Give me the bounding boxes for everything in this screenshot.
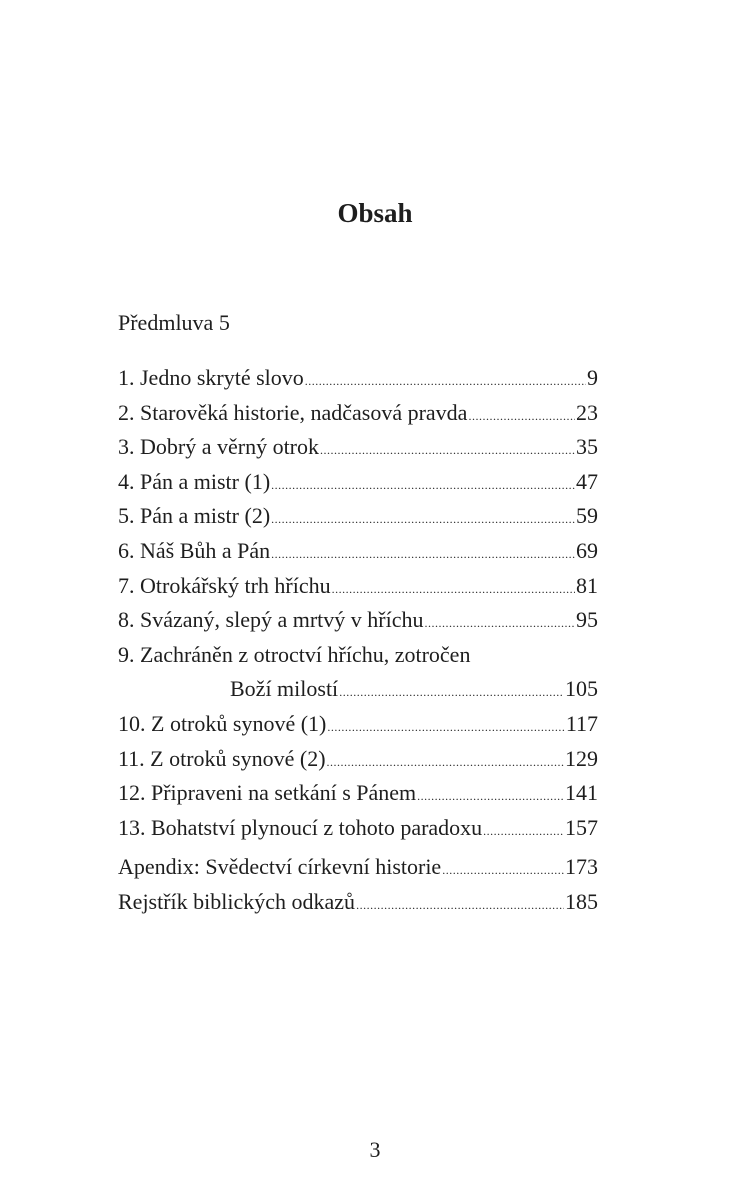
toc-entry-label: 11. Z otroků synové (2): [118, 745, 326, 771]
toc-entry-continuation: [118, 672, 598, 707]
page-title: Obsah: [337, 198, 413, 228]
dot-leader: [356, 888, 564, 922]
toc-entry-label: 4. Pán a mistr (1): [118, 468, 271, 494]
chapter-list: [118, 361, 598, 845]
toc-entry: [118, 638, 598, 673]
dot-leader: [339, 675, 564, 709]
toc-entry-page: 185: [565, 888, 598, 914]
toc-entry-page: 81: [576, 572, 598, 598]
toc-entry-page: 105: [565, 676, 598, 702]
toc-entry-page: 157: [565, 814, 598, 840]
toc-entry-label: Apendix: Svědectví církevní historie: [118, 854, 442, 879]
toc-entry: [118, 534, 598, 569]
toc-entry: [118, 850, 598, 885]
toc-entry: [118, 361, 598, 396]
dot-leader: [417, 779, 564, 813]
dot-leader: [425, 606, 576, 640]
toc-entry-label: 1. Jedno skryté slovo: [118, 365, 304, 390]
toc-entry-label: 9. Zachráněn z otroctví hříchu, zotročen: [118, 641, 471, 667]
toc-entry: [118, 885, 598, 920]
toc-entry: [118, 603, 598, 638]
toc-entry: [118, 776, 598, 811]
toc-entry-page: 35: [576, 434, 598, 460]
toc-entry-label: 3. Dobrý a věrný otrok: [118, 434, 320, 460]
toc-entry-page: 141: [565, 780, 598, 806]
toc-entry-label: 13. Bohatství plynoucí z tohoto paradoxu: [118, 814, 483, 840]
toc-entry-page: 47: [576, 468, 598, 494]
dot-leader: [305, 364, 586, 398]
dot-leader: [271, 537, 575, 571]
toc-entry-page: 9: [587, 365, 598, 390]
toc-entry-page: 117: [565, 710, 598, 736]
dot-leader: [332, 572, 575, 606]
toc-entry: [118, 707, 598, 742]
toc-entry-page: 69: [576, 537, 598, 563]
toc-entry-label: Rejstřík biblických odkazů: [118, 888, 356, 914]
toc-entry-label: 5. Pán a mistr (2): [118, 503, 271, 529]
toc-entry-label: 2. Starověká historie, nadčasová pravda: [118, 399, 468, 425]
appendix-list: [118, 850, 598, 919]
toc-entry: [118, 396, 598, 431]
toc-entry-label: 10. Z otroků synové (1): [118, 710, 327, 736]
toc-entry-page: 95: [576, 607, 598, 633]
toc-entry-label: 6. Náš Bůh a Pán: [118, 537, 271, 563]
toc-entry: [118, 811, 598, 846]
page-number: 3: [369, 1137, 381, 1162]
preface-entry: Předmluva 5: [118, 310, 230, 335]
dot-leader: [271, 502, 575, 536]
toc-entry: [118, 465, 598, 500]
dot-leader: [483, 814, 564, 848]
toc-entry-label: 8. Svázaný, slepý a mrtvý v hříchu: [118, 607, 424, 633]
toc-entry-page: 23: [576, 399, 598, 425]
toc-entry-page: 59: [576, 503, 598, 529]
toc-entry-label: 12. Připraveni na setkání s Pánem: [118, 780, 417, 806]
dot-leader: [271, 468, 575, 502]
toc-entry-page: 129: [565, 745, 598, 771]
dot-leader: [327, 710, 564, 744]
dot-leader: [468, 399, 575, 433]
toc-entry: [118, 742, 598, 777]
toc-entry-label: Boží milostí: [230, 676, 339, 702]
toc-entry: [118, 430, 598, 465]
toc-entry: [118, 569, 598, 604]
dot-leader: [327, 745, 564, 779]
toc-entry-label: 7. Otrokářský trh hříchu: [118, 572, 331, 598]
dot-leader: [442, 853, 564, 887]
toc-entry: [118, 499, 598, 534]
toc-entry-page: 173: [565, 854, 598, 879]
dot-leader: [320, 433, 575, 467]
